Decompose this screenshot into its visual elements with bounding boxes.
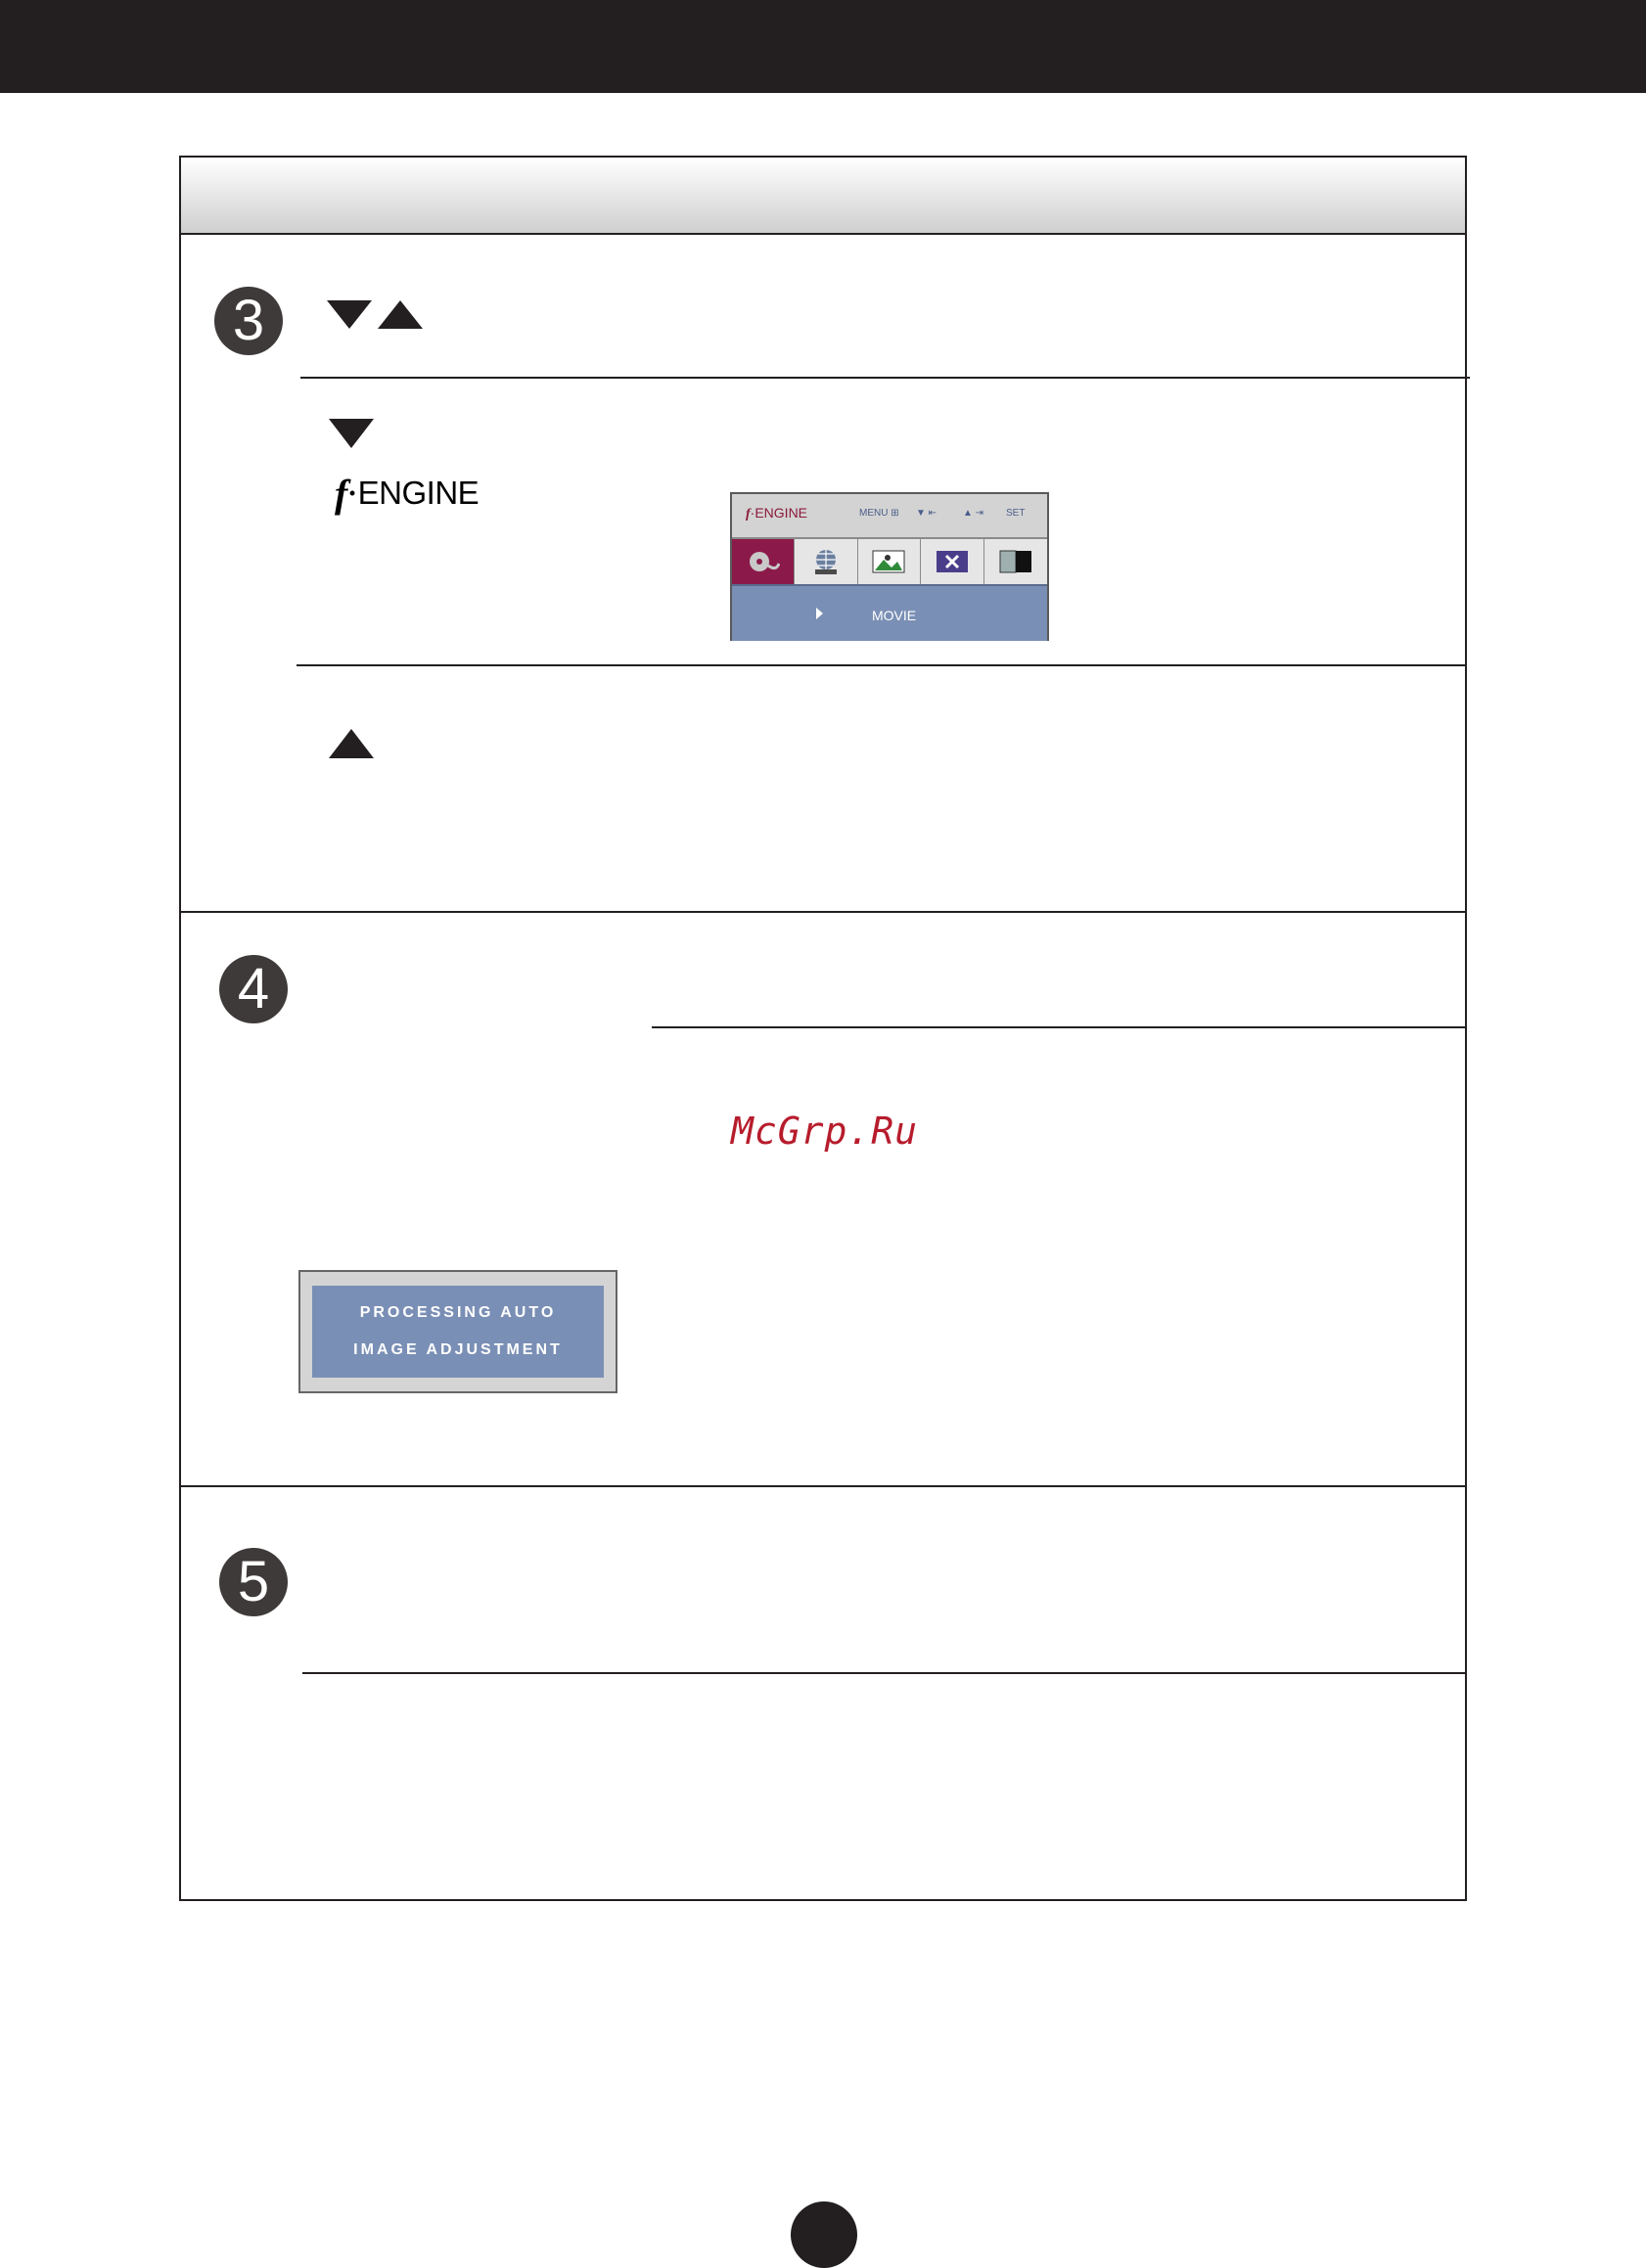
osd-mode-icons [732, 539, 1047, 584]
internet-icon[interactable] [795, 539, 857, 584]
section-divider [179, 911, 1467, 913]
fengine-logo: f • ENGINE [335, 471, 480, 516]
osd-menu-hint: MENU ⊞ [859, 508, 899, 519]
processing-dialog [298, 1270, 617, 1393]
processing-line-2: IMAGE ADJUSTMENT [353, 1341, 563, 1358]
osd-set-hint: SET [1006, 508, 1026, 519]
down-up-buttons-icon [327, 298, 423, 330]
movie-icon[interactable] [732, 539, 795, 584]
divider-line [302, 1672, 1467, 1674]
user-icon[interactable] [921, 539, 983, 584]
page-number-circle [791, 2201, 857, 2268]
up-button-icon [329, 729, 374, 758]
divider-line [652, 1026, 1467, 1028]
osd-title: f·ENGINE [746, 505, 808, 522]
normal-icon[interactable] [984, 539, 1047, 584]
processing-line-1: PROCESSING AUTO [359, 1304, 557, 1321]
osd-up-hint: ▲ ⇥ [963, 508, 984, 519]
osd-selected-mode: MOVIE [872, 608, 917, 623]
watermark-text: McGrp.Ru [731, 1110, 919, 1153]
processing-panel [312, 1286, 604, 1378]
table-header-band [181, 158, 1465, 235]
section-divider [179, 1485, 1467, 1487]
osd-down-hint: ▼ ⇤ [916, 508, 937, 519]
divider-line [297, 664, 1467, 666]
osd-arrow-icon [816, 608, 823, 619]
fengine-osd-menu [730, 492, 1049, 641]
osd-header [732, 494, 1047, 539]
step-4-badge: 4 [219, 955, 288, 1023]
osd-mode-panel [732, 584, 1047, 641]
divider-line [300, 377, 1470, 379]
top-header-bar [0, 0, 1646, 93]
content-frame [179, 156, 1467, 1901]
step-5-badge: 5 [219, 1548, 288, 1616]
step-3-badge: 3 [214, 287, 283, 355]
picture-icon[interactable] [858, 539, 921, 584]
down-button-icon [329, 419, 374, 448]
